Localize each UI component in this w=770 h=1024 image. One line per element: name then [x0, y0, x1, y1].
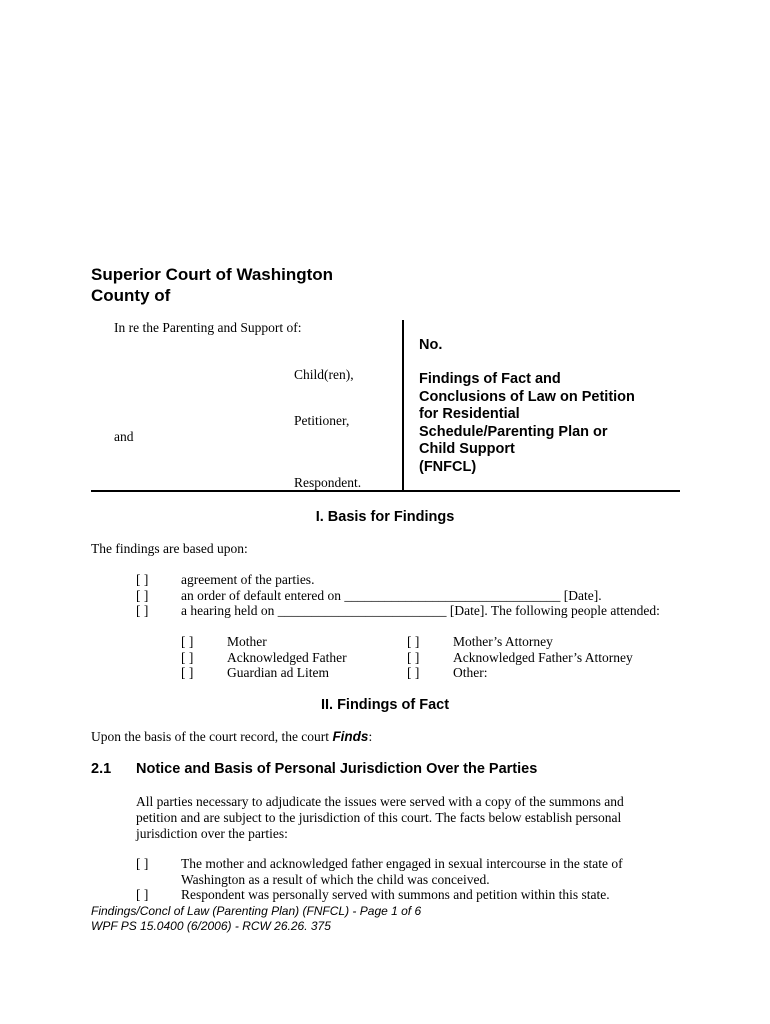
attendee-mother-attorney: Mother’s Attorney [453, 634, 553, 649]
caption-in-re: In re the Parenting and Support of: [114, 320, 302, 335]
checkbox[interactable]: [ ] [136, 588, 149, 603]
intro-prefix: Upon the basis of the court record, the court [91, 729, 333, 744]
section-2-intro [91, 729, 372, 745]
jurisdiction-paragraph: All parties necessary to adjudicate the issues were served with a copy of the summons and petition and are subject to the jurisdiction of this court. The facts below establish personal jurisdiction over the parties: [136, 794, 624, 841]
case-number-label: No. [419, 337, 443, 353]
section-2-heading: II. Findings of Fact [320, 697, 450, 713]
checkbox[interactable]: [ ] [136, 572, 149, 587]
caption-and: and [114, 429, 134, 444]
checkbox[interactable]: [ ] [136, 603, 149, 618]
checkbox[interactable]: [ ] [136, 887, 149, 902]
jurisdiction-item-service: Respondent was personally served with summons and petition within this state. [181, 887, 610, 902]
title-line: Conclusions of Law on Petition [419, 388, 635, 405]
caption-children: Child(ren), [294, 367, 354, 382]
section-1-intro: The findings are based upon: [91, 541, 248, 556]
caption-petitioner: Petitioner, [294, 413, 350, 428]
caption-divider-horizontal [91, 490, 680, 492]
subsection-number: 2.1 [91, 761, 112, 777]
basis-item-agreement: agreement of the parties. [181, 572, 315, 587]
attendee-other: Other: [453, 665, 488, 680]
checkbox[interactable]: [ ] [407, 665, 420, 680]
court-name: Superior Court of Washington [91, 265, 334, 284]
footer-line-2: WPF PS 15.0400 (6/2006) - RCW 26.26. 375 [91, 919, 331, 933]
title-line: for Residential [419, 406, 520, 422]
caption-respondent: Respondent. [294, 475, 362, 490]
checkbox[interactable]: [ ] [181, 634, 194, 649]
title-line: Child Support [419, 441, 515, 457]
checkbox[interactable]: [ ] [136, 856, 149, 871]
checkbox[interactable]: [ ] [407, 650, 420, 665]
subsection-heading: Notice and Basis of Personal Jurisdiction Over the Parties [136, 761, 538, 777]
checkbox[interactable]: [ ] [407, 634, 420, 649]
title-line: (FNFCL) [419, 458, 477, 475]
court-header [91, 264, 333, 306]
intro-emphasis: Finds [332, 729, 369, 744]
attendee-gal: Guardian ad Litem [227, 665, 329, 680]
caption-divider-vertical [402, 320, 404, 492]
page-footer [91, 904, 421, 934]
attendee-father-attorney: Acknowledged Father’s Attorney [453, 650, 633, 665]
footer-line-1: Findings/Concl of Law (Parenting Plan) (FNFCL) - Page 1 of 6 [91, 904, 422, 918]
checkbox[interactable]: [ ] [181, 650, 194, 665]
title-line: Findings of Fact and [419, 371, 561, 387]
attendee-mother: Mother [227, 634, 267, 649]
basis-item-hearing: a hearing held on _________________________ [Date]. The following people attended: [181, 603, 660, 618]
section-1-heading: I. Basis for Findings [315, 509, 455, 525]
intro-suffix: : [368, 729, 373, 744]
basis-item-default: an order of default entered on ________________________________ [Date]. [181, 588, 602, 603]
document-title [419, 371, 635, 476]
title-line: Schedule/Parenting Plan or [419, 423, 608, 440]
county-line: County of [91, 286, 171, 305]
jurisdiction-item-conception: The mother and acknowledged father engaged in sexual intercourse in the state of Washington as a result of which the child was conceived. [181, 856, 623, 887]
checkbox[interactable]: [ ] [181, 665, 194, 680]
attendee-father: Acknowledged Father [227, 650, 347, 665]
